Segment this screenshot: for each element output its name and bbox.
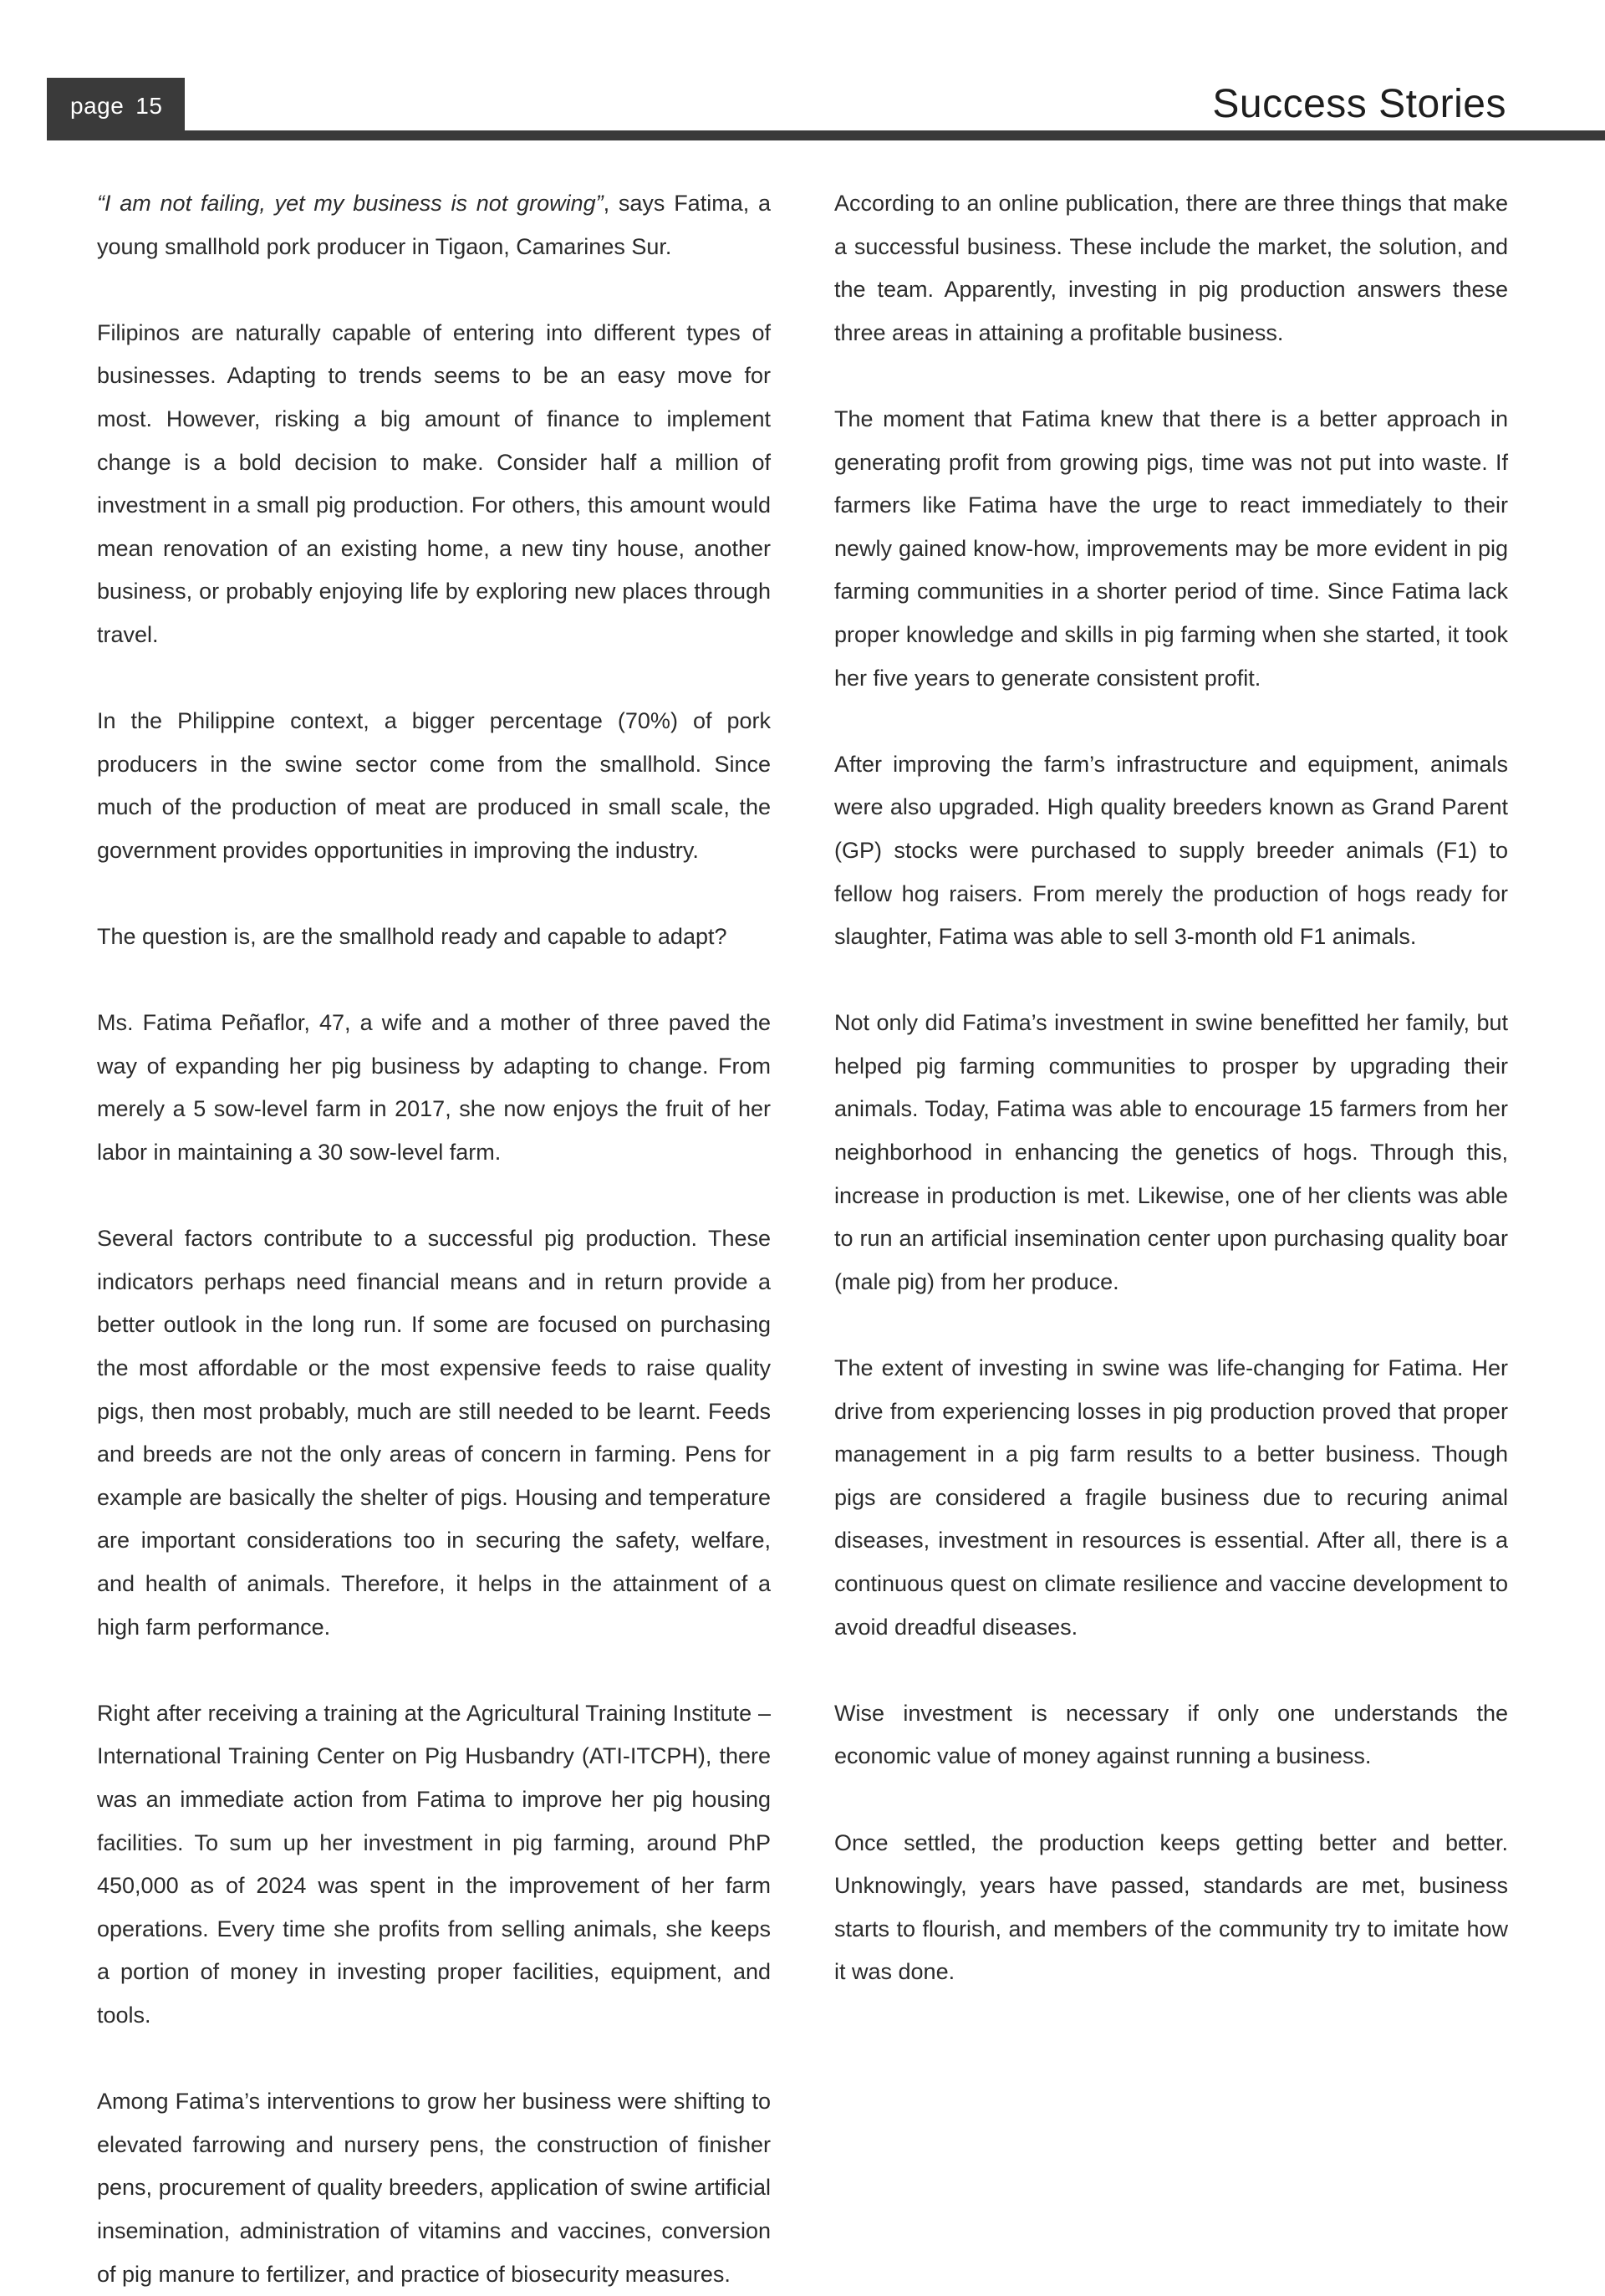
- article-paragraph: The question is, are the smallhold ready and capable to adapt?: [97, 924, 727, 950]
- article-paragraph: According to an online publication, there are three things that make a successful business. These include the market, the solution, and the team. Apparently, investing in pig production answers these three areas in attaining a profitable business.: [834, 191, 1508, 345]
- article-paragraph: [97, 182, 771, 268]
- opening-quote: “I am not failing, yet my business is not growing”: [97, 191, 604, 216]
- article-paragraph: Once settled, the production keeps getting better and better. Unknowingly, years have passed, standards are met, business starts to flourish, and members of the community try to imitate how it was done.: [834, 1829, 1508, 1985]
- header-rule: [47, 130, 1605, 140]
- opening-quote-attribution: , says Fatima, a young smallhold pork producer in Tigaon, Camarines Sur.: [97, 191, 771, 259]
- article-paragraph: Several factors contribute to a successful pig production. These indicators perhaps need financial means and in return provide a better outlook in the long run. If some are focused on purchasing the most affordable or the most expensive feeds to raise quality pigs, then most probably, much are still needed to be learnt. Feeds and breeds are not the only areas of concern in farming. Pens for example are basically the shelter of pigs. Housing and temperature are important considerations too in securing the safety, welfare, and health of animals. Therefore, it helps in the attainment of a high farm performance.: [97, 1226, 771, 1640]
- article-paragraph: After improving the farm’s infrastructure and equipment, animals were also upgraded. High quality breeders known as Grand Parent (GP) stocks were purchased to supply breeder animals (F1) to fellow hog raisers. From merely the production of hogs ready for slaughter, Fatima was able to sell 3-month old F1 animals.: [834, 751, 1508, 950]
- page-number-tab: [47, 78, 185, 140]
- article-paragraph: Wise investment is necessary if only one understands the economic value of money against running a business.: [834, 1700, 1508, 1769]
- article-paragraph: Right after receiving a training at the Agricultural Training Institute – International Training Center on Pig Husbandry (ATI-ITCPH), there was an immediate action from Fatima to improve her pig housing facilities. To sum up her investment in pig farming, around PhP 450,000 as of 2024 was spent in the improvement of her farm operations. Every time she profits from selling animals, she keeps a portion of money in investing proper facilities, equipment, and tools.: [97, 1700, 771, 2028]
- article-paragraph: Filipinos are naturally capable of entering into different types of businesses. Adapting to trends seems to be an easy move for most. However, risking a big amount of finance to implement change is a bold decision to make. Consider half a million of investment in a small pig production. For others, this amount would mean renovation of an existing home, a new tiny house, another business, or probably enjoying life by exploring new places through travel.: [97, 319, 771, 647]
- article-paragraph: Not only did Fatima’s investment in swine benefitted her family, but helped pig farming communities to prosper by upgrading their animals. Today, Fatima was able to encourage 15 farmers from her neighborhood in enhancing the genetics of hogs. Through this, increase in production is met. Likewise, one of her clients was able to run an artificial insemination center upon purchasing quality boar (male pig) from her produce.: [834, 1010, 1508, 1294]
- article-left-column: [97, 182, 771, 2296]
- article-paragraph: Ms. Fatima Peñaflor, 47, a wife and a mother of three paved the way of expanding her pig business by adapting to change. From merely a 5 sow-level farm in 2017, she now enjoys the fruit of her labor in maintaining a 30 sow-level farm.: [97, 1010, 771, 1166]
- page-label: page: [70, 93, 125, 119]
- article-right-column: [834, 182, 1508, 1994]
- article-paragraph: The extent of investing in swine was life-changing for Fatima. Her drive from experiencing losses in pig production proved that proper management in a pig farm results to a better business. Though pigs are considered a fragile business due to recuring animal diseases, investment in resources is essential. After all, there is a continuous quest on climate resilience and vaccine development to avoid dreadful diseases.: [834, 1355, 1508, 1640]
- section-title: Success Stories: [1212, 82, 1506, 126]
- article-paragraph: The moment that Fatima knew that there is a better approach in generating profit from growing pigs, time was not put into waste. If farmers like Fatima have the urge to react immediately to their newly gained know-how, improvements may be more evident in pig farming communities in a shorter period of time. Since Fatima lack proper knowledge and skills in pig farming when she started, it took her five years to generate consistent profit.: [834, 406, 1508, 691]
- article-paragraph: Among Fatima’s interventions to grow her business were shifting to elevated farrowing and nursery pens, the construction of finisher pens, procurement of quality breeders, application of swine artificial insemination, administration of vitamins and vaccines, conversion of pig manure to fertilizer, and practice of biosecurity measures.: [97, 2089, 771, 2287]
- article-paragraph: In the Philippine context, a bigger percentage (70%) of pork producers in the swine sector come from the smallhold. Since much of the production of meat are produced in small scale, the government provides opportunities in improving the industry.: [97, 708, 771, 863]
- page-number: 15: [135, 93, 163, 119]
